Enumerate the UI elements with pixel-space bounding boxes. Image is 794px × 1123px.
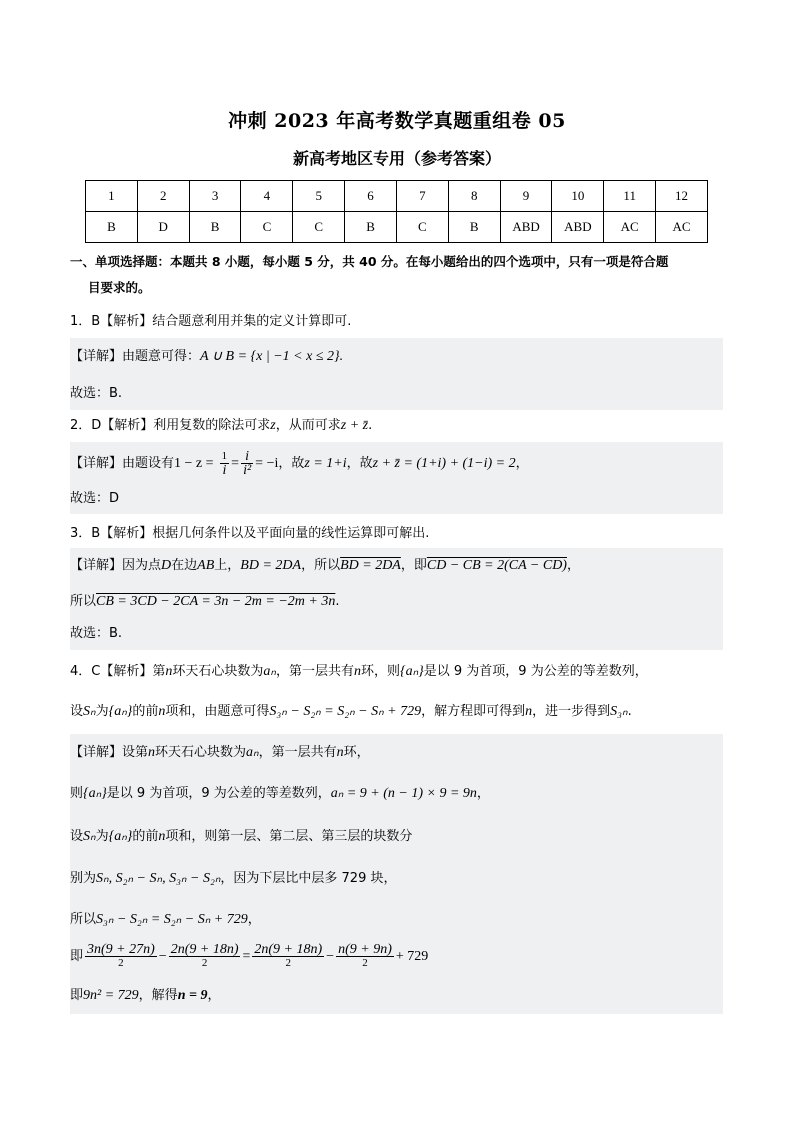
table-cell: D [137, 212, 189, 243]
q4-analysis-line1 [70, 662, 723, 682]
q1-choice: 故选：B. [70, 386, 123, 401]
table-cell: 9 [500, 181, 552, 212]
q4-detail-line1 [70, 743, 723, 763]
table-cell: B [448, 212, 500, 243]
q4-text: 为 [95, 704, 109, 719]
q3-vector-eq2: CD − CB = 2(CA − CD) [426, 558, 567, 573]
fraction-denominator: i² [243, 463, 252, 478]
table-cell: B [189, 212, 241, 243]
q3-choice: 故选：B. [70, 626, 123, 641]
q2-detail-z: z = 1+i [304, 456, 347, 471]
q2-detail-mid: = −i [255, 456, 279, 471]
q4-n: n [353, 664, 361, 679]
q3-detail-line1 [70, 556, 723, 576]
page-subtitle: 新高考地区专用（参考答案） [292, 149, 501, 168]
q4-text: ，解方程即可得到 [421, 704, 526, 719]
q4-text: ， [247, 912, 261, 927]
q4-sn: Sₙ [83, 829, 96, 844]
table-cell: AC [656, 212, 708, 243]
table-cell: AC [604, 212, 656, 243]
q3-text: 在边 [171, 558, 198, 573]
q3-line2-math: CB = 3CD − 2CA = 3n − 2m = −2m + 3n [96, 594, 336, 609]
table-cell: 4 [241, 181, 293, 212]
table-cell: C [293, 212, 345, 243]
section-heading [70, 249, 725, 301]
q2-z: z [270, 418, 276, 433]
table-cell: 10 [552, 181, 604, 212]
fraction [169, 943, 241, 970]
answer-table-answer-row [86, 212, 708, 243]
q2-detail-text: ，故 [278, 456, 305, 471]
table-cell: 5 [293, 181, 345, 212]
q4-text: ， [476, 786, 490, 801]
q4-eq: aₙ = 9 + (n − 1) × 9 = 9n [330, 786, 477, 801]
fraction-denominator: 2 [362, 957, 368, 969]
q3-text: 上， [214, 558, 241, 573]
q4-text: 环，则 [360, 664, 400, 679]
q4-text: ，解得 [138, 988, 178, 1003]
q4-text: 环天石心块数为 [172, 664, 264, 679]
q4-text: 环天石心块数为 [155, 745, 247, 760]
fraction-denominator: 2 [201, 957, 208, 969]
table-cell: 6 [345, 181, 397, 212]
q2-detail-text: ，故 [346, 456, 373, 471]
q4-analysis-line2 [70, 702, 723, 722]
section-heading-line2: 目要求的。 [88, 280, 151, 295]
q3-text: ， [566, 558, 580, 573]
answer-table [85, 180, 708, 243]
q4-eq: S₃ₙ − S₂ₙ = S₂ₙ − Sₙ + 729 [269, 704, 422, 719]
table-cell: 11 [604, 181, 656, 212]
table-cell: 3 [189, 181, 241, 212]
q3-text: 所以 [70, 594, 97, 609]
q4-text: 即 [70, 988, 84, 1003]
q1-detail-math: A ∪ B = {x | −1 < x ≤ 2}. [200, 349, 344, 364]
table-cell: 7 [396, 181, 448, 212]
fraction-denominator: 2 [118, 957, 124, 969]
q1-detail-label: 【详解】由题意可得： [70, 349, 201, 364]
q4-eq: 9n² = 729 [83, 988, 139, 1003]
q3-point: D [161, 558, 172, 573]
fraction-numerator: i [241, 450, 253, 464]
section-heading-line1: 一、单项选择题：本题共 8 小题，每小题 5 分，共 40 分。在每小题给出的四个选项中，只有一项是符合题 [70, 254, 669, 269]
q2-choice: 故选：D [70, 491, 120, 506]
q4-n: n [525, 704, 533, 719]
q4-n: n [158, 829, 166, 844]
q4-text: 设 [70, 829, 84, 844]
q4-an-set: {aₙ} [83, 786, 107, 801]
q4-text: . [627, 704, 632, 719]
fraction-numerator: 1 [221, 450, 228, 462]
q4-text: 项和，由题意可得 [165, 704, 270, 719]
q4-an-set: {aₙ} [399, 664, 424, 679]
q3-segment: AB [197, 558, 215, 573]
q4-text: 【详解】设第 [70, 745, 149, 760]
q4-detail-line3 [70, 827, 723, 847]
q4-text: ， [207, 988, 221, 1003]
q4-eq: S₃ₙ − S₂ₙ = S₂ₙ − Sₙ + 729 [96, 912, 248, 927]
fraction [252, 943, 324, 970]
table-cell: ABD [500, 212, 552, 243]
q2-analysis [70, 416, 723, 436]
q4-text: 环， [343, 745, 370, 760]
q4-text: 为 [95, 829, 109, 844]
q4-n: n [158, 704, 166, 719]
q4-text: ，因为下层比中层多 729 块， [220, 871, 397, 886]
q4-detail-line7 [70, 986, 723, 1006]
q3-text: ，所以 [301, 558, 341, 573]
table-cell: 12 [656, 181, 708, 212]
q4-text: ，第一层共有 [258, 745, 337, 760]
q3-detail-line2 [70, 592, 723, 612]
q2-expr: z + z̄ [340, 418, 369, 433]
q2-detail-lhs: 1 − z = [174, 456, 214, 471]
q3-vector-eq: BD = 2DA [340, 558, 401, 573]
table-cell: 8 [448, 181, 500, 212]
answer-table-number-row [86, 181, 708, 212]
table-cell: ABD [552, 212, 604, 243]
fraction [85, 943, 157, 970]
table-cell: B [345, 212, 397, 243]
q4-an: aₙ [246, 745, 259, 760]
fraction-numerator: 2n(9 + 18n) [170, 942, 239, 957]
q4-text: 别为 [70, 871, 97, 886]
q4-text: 设 [70, 704, 84, 719]
q4-n: n [148, 745, 156, 760]
table-cell: C [241, 212, 293, 243]
q3-text: ，即 [400, 558, 427, 573]
q2-detail-text: 【详解】由题设有 [70, 456, 175, 471]
q4-text: 是以 9 为首项，9 为公差的等差数列， [106, 786, 331, 801]
q4-text: ，第一层共有 [275, 664, 354, 679]
q4-text: 的前 [132, 704, 159, 719]
fraction-denominator: i [222, 463, 227, 478]
q3-text: . [335, 594, 340, 609]
q1-analysis: 1．B【解析】结合题意利用并集的定义计算即可. [70, 314, 352, 329]
q2-analysis-text: ，从而可求 [275, 418, 341, 433]
fraction-numerator: n(9 + 9n) [338, 942, 392, 957]
table-cell: 2 [137, 181, 189, 212]
q2-detail-sum: z + z̄ = (1+i) + (1−i) = 2 [372, 456, 516, 471]
q4-detail-line6: 即 $\frac{3n(9 + 27n)}{2}$ − $\frac{2n(9 + 18n)}{2}$ = $\frac{2n(9 + 18n)}{2}$ − $\frac{n(9 + 9n)}{2}$ + 729 [70, 942, 429, 969]
q4-text: 项和，则第一层、第二层、第三层的块数分 [165, 829, 413, 844]
q4-text: ，进一步得到 [532, 704, 611, 719]
q4-n: n [165, 664, 173, 679]
q4-eq: Sₙ, S₂ₙ − Sₙ, S₃ₙ − S₂ₙ [96, 871, 221, 886]
fraction-numerator: 3n(9 + 27n) [87, 942, 155, 957]
q4-detail-line5 [70, 910, 723, 930]
q4-text: 则 [70, 786, 84, 801]
fraction [336, 943, 394, 970]
q3-analysis: 3．B【解析】根据几何条件以及平面向量的线性运算即可解出. [70, 526, 430, 541]
q4-an: aₙ [263, 664, 276, 679]
q2-analysis-text: 2．D【解析】利用复数的除法可求 [70, 418, 271, 433]
fraction [220, 450, 230, 477]
q4-an-paren: {aₙ} [108, 829, 133, 844]
q4-detail-line4 [70, 869, 723, 889]
fraction-denominator: 2 [285, 957, 292, 969]
q1-detail [70, 347, 723, 367]
q4-solution: n = 9 [177, 988, 208, 1003]
table-cell: 1 [86, 181, 138, 212]
q4-s3n: S₃ₙ [610, 704, 628, 719]
fraction-numerator: 2n(9 + 18n) [254, 942, 323, 957]
q4-text: 的前 [132, 829, 159, 844]
fraction [241, 450, 253, 477]
q3-eq: BD = 2DA [240, 558, 302, 573]
q4-text: 是以 9 为首项，9 为公差的等差数列， [423, 664, 648, 679]
q4-an-paren: {aₙ} [108, 704, 133, 719]
q4-n: n [336, 745, 344, 760]
q4-detail-line2 [70, 784, 723, 804]
q3-text: 【详解】因为点 [70, 558, 162, 573]
q2-detail: 【详解】由题设有1 − z = $\frac{1}{i}$ = $\frac{i}{\text{i²}}$ = −i，故z = 1+i，故z + z̄ = (1+i) + (1−i) = 2， [70, 449, 529, 478]
q2-analysis-text: . [368, 418, 373, 433]
q4-sn: Sₙ [83, 704, 96, 719]
q4-text: 所以 [70, 912, 97, 927]
page-title: 冲刺 2023 年高考数学真题重组卷 05 [228, 110, 566, 132]
table-cell: C [396, 212, 448, 243]
q2-detail-text: ， [515, 456, 529, 471]
q4-text: 即 [70, 949, 84, 964]
table-cell: B [86, 212, 138, 243]
q4-text: 4．C【解析】第 [70, 664, 166, 679]
q4-tail: + 729 [395, 949, 429, 964]
